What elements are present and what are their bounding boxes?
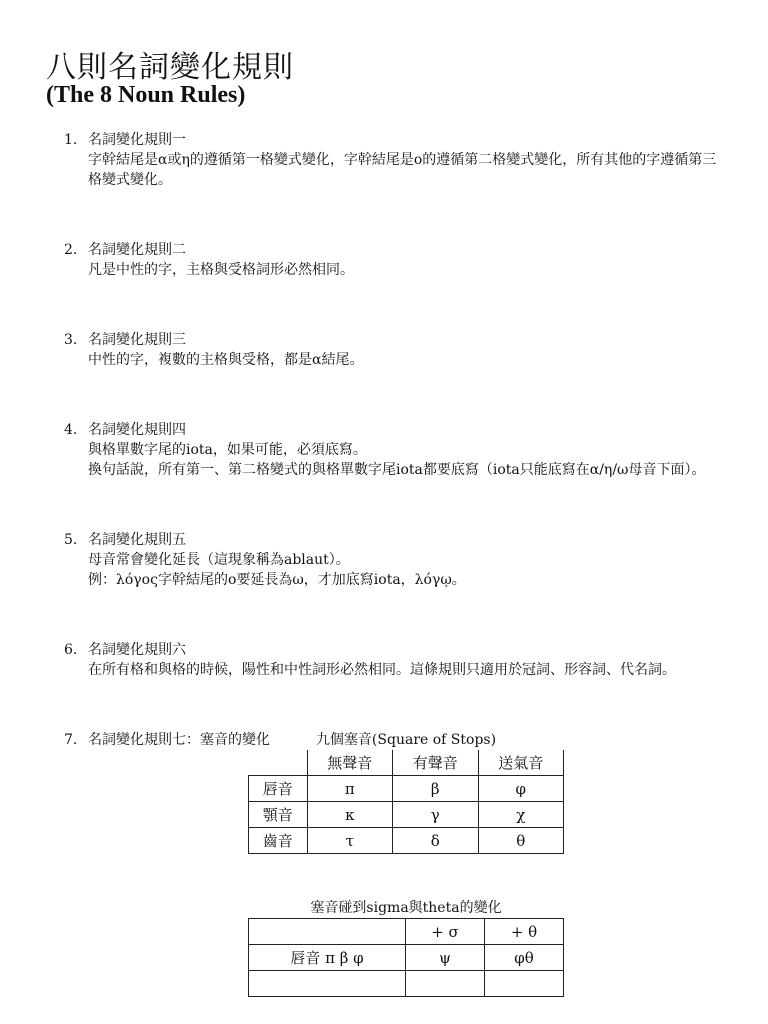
table-cell: β bbox=[393, 776, 479, 802]
table-caption: 塞音碰到sigma與theta的變化 bbox=[310, 900, 502, 916]
table-cell: ψ bbox=[406, 945, 485, 971]
table-cell: δ bbox=[393, 828, 479, 854]
table-row bbox=[249, 802, 564, 828]
row-header: 唇音 π β φ bbox=[249, 945, 406, 971]
table-row bbox=[249, 945, 564, 971]
rule-item-5 bbox=[64, 530, 724, 590]
stops-table-block bbox=[248, 730, 564, 854]
rule-text: 換句話說，所有第一、第二格變式的與格單數字尾iota都要底寫（iota只能底寫在α/η/ω母音下面）。 bbox=[88, 462, 706, 478]
rule-heading: 名詞變化規則二 bbox=[88, 242, 186, 258]
row-header: 唇音 bbox=[249, 776, 308, 802]
rule-text: 與格單數字尾的iota，如果可能，必須底寫。 bbox=[88, 442, 367, 458]
rule-text: 中性的字，複數的主格與受格，都是α結尾。 bbox=[88, 352, 364, 368]
row-header bbox=[249, 971, 406, 997]
rule-number: 5. bbox=[64, 532, 78, 548]
table-row bbox=[249, 828, 564, 854]
table-cell: κ bbox=[307, 802, 393, 828]
rule-item-2 bbox=[64, 240, 724, 280]
column-header: 無聲音 bbox=[307, 750, 393, 776]
row-header: 顎音 bbox=[249, 802, 308, 828]
rule-number: 3. bbox=[64, 332, 78, 348]
table-row bbox=[249, 776, 564, 802]
table-header-row bbox=[249, 919, 564, 945]
table-cell: φ bbox=[478, 776, 564, 802]
rule-number: 4. bbox=[64, 422, 78, 438]
rule-heading: 名詞變化規則七：塞音的變化 bbox=[88, 732, 270, 748]
rule-item-4 bbox=[64, 420, 724, 480]
table-cell bbox=[485, 971, 564, 997]
page-title: 八則名詞變化規則 bbox=[46, 50, 294, 85]
rule-heading: 名詞變化規則六 bbox=[88, 642, 186, 658]
table-row bbox=[249, 971, 564, 997]
table-cell: φθ bbox=[485, 945, 564, 971]
rule-number: 1. bbox=[64, 132, 78, 148]
table-cell: γ bbox=[393, 802, 479, 828]
column-header: + θ bbox=[485, 919, 564, 945]
rule-text: 母音常會變化延長（這現象稱為ablaut）。 bbox=[88, 552, 350, 568]
rule-number: 6. bbox=[64, 642, 78, 658]
rule-heading: 名詞變化規則五 bbox=[88, 532, 186, 548]
rule-text: 凡是中性的字，主格與受格詞形必然相同。 bbox=[88, 262, 354, 278]
table-cell bbox=[406, 971, 485, 997]
rule-heading: 名詞變化規則一 bbox=[88, 132, 186, 148]
rule-item-3 bbox=[64, 330, 724, 370]
row-header: 齒音 bbox=[249, 828, 308, 854]
rule-text: 在所有格和與格的時候，陽性和中性詞形必然相同。這條規則只適用於冠詞、形容詞、代名詞。 bbox=[88, 662, 676, 678]
rule-item-1 bbox=[64, 130, 724, 190]
table-cell: χ bbox=[478, 802, 564, 828]
column-header: 有聲音 bbox=[393, 750, 479, 776]
column-header: + σ bbox=[406, 919, 485, 945]
table-cell: θ bbox=[478, 828, 564, 854]
table-caption: 九個塞音(Square of Stops) bbox=[315, 732, 497, 748]
rule-heading: 名詞變化規則三 bbox=[88, 332, 186, 348]
table-header-row bbox=[249, 750, 564, 776]
rule-item-6 bbox=[64, 640, 724, 680]
sigma-table-block bbox=[248, 898, 564, 997]
stops-table bbox=[248, 750, 564, 854]
table-cell: π bbox=[307, 776, 393, 802]
corner-cell bbox=[249, 919, 406, 945]
rule-text: 字幹結尾是α或η的遵循第一格變式變化，字幹結尾是ο的遵循第二格變式變化，所有其他的字遵循第三格變式變化。 bbox=[88, 152, 717, 188]
rule-number: 7. bbox=[64, 732, 78, 748]
column-header: 送氣音 bbox=[478, 750, 564, 776]
sigma-theta-table bbox=[248, 918, 564, 997]
rules-list bbox=[64, 130, 724, 800]
corner-cell bbox=[249, 750, 308, 776]
table-cell: τ bbox=[307, 828, 393, 854]
rule-text: 例：λόγος字幹結尾的ο要延長為ω，才加底寫iota，λόγῳ。 bbox=[88, 572, 466, 588]
rule-number: 2. bbox=[64, 242, 78, 258]
page-subtitle: (The 8 Noun Rules) bbox=[46, 82, 246, 108]
rule-heading: 名詞變化規則四 bbox=[88, 422, 186, 438]
